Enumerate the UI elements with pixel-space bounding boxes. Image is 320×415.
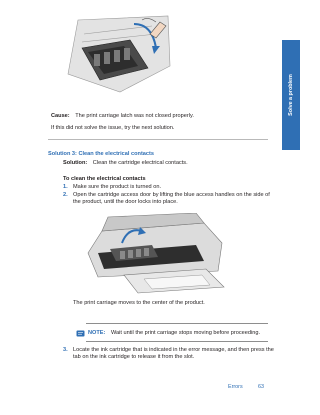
solution-heading: Solution 3: Clean the electrical contacts xyxy=(48,151,154,157)
solution-line xyxy=(63,160,188,167)
step-1 xyxy=(63,184,161,191)
note-top-rule xyxy=(86,323,268,324)
cause-label: Cause: xyxy=(51,113,70,119)
footer-section: Errors xyxy=(228,384,243,390)
note-icon xyxy=(76,330,85,337)
solution-text: Clean the cartridge electrical contacts. xyxy=(92,160,188,166)
side-tab-label: Solve a problem xyxy=(288,74,294,116)
printer-open-door-illustration xyxy=(84,213,234,295)
step-text-line1: Locate the ink cartridge that is indicated in the error message, and then press the xyxy=(73,347,274,353)
next-solution-text: If this did not solve the issue, try the next solution. xyxy=(51,125,175,131)
carriage-moves-text: The print carriage moves to the center of the product. xyxy=(73,300,205,306)
note-line-text xyxy=(88,330,260,337)
step-text: Make sure the product is turned on. xyxy=(73,184,161,190)
footer-page-number: 63 xyxy=(258,384,264,390)
note-bottom-rule xyxy=(86,341,268,342)
carriage-latch-illustration xyxy=(64,14,174,94)
step-text-line1: Open the cartridge access door by lifting the blue access handles on the side of xyxy=(73,192,270,198)
step-3-cont: tab on the ink cartridge to release it from the slot. xyxy=(73,354,195,360)
note-text: Wait until the print carriage stops moving before proceeding. xyxy=(110,330,261,336)
cause-line xyxy=(51,113,194,120)
step-number: 3. xyxy=(63,347,68,353)
cause-text: The print carriage latch was not closed properly. xyxy=(75,113,194,119)
procedure-title: To clean the electrical contacts xyxy=(63,176,146,182)
step-number: 1. xyxy=(63,184,68,190)
note-label: NOTE: xyxy=(88,330,106,336)
section-divider xyxy=(48,139,268,140)
side-tab xyxy=(282,40,300,150)
step-2-cont: the product, until the door locks into place. xyxy=(73,199,178,205)
solution-label: Solution: xyxy=(63,160,88,166)
step-number: 2. xyxy=(63,192,68,198)
